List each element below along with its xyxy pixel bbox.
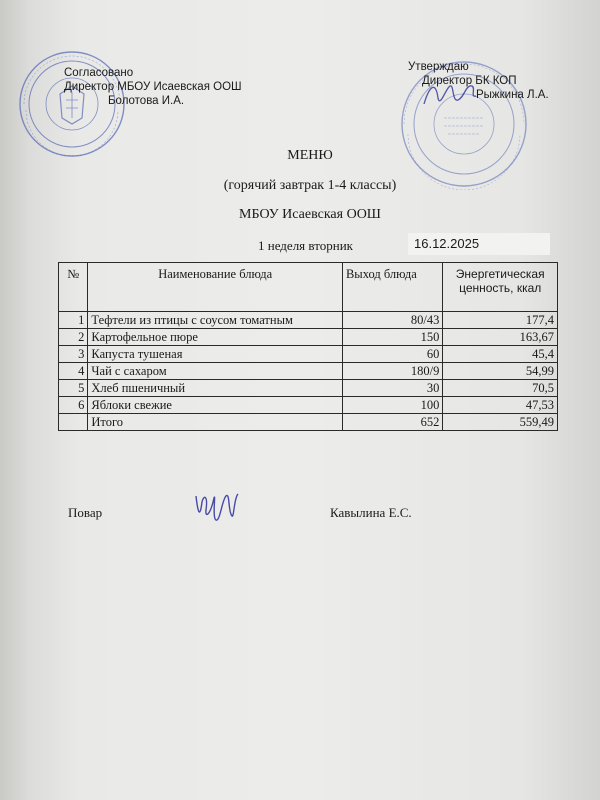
total-output: 652 xyxy=(342,414,442,431)
table-row xyxy=(59,329,558,346)
menu-date: 16.12.2025 xyxy=(408,233,550,255)
cook-label: Повар xyxy=(68,505,103,520)
dish-name: Чай с сахаром xyxy=(88,363,343,380)
cook-signature xyxy=(192,488,240,528)
table-row xyxy=(59,346,558,363)
dish-energy: 54,99 xyxy=(443,363,558,380)
dish-energy: 70,5 xyxy=(443,380,558,397)
col-energy-header: Энергетическая ценность, ккал xyxy=(443,263,558,312)
dish-output: 60 xyxy=(342,346,442,363)
table-row xyxy=(59,363,558,380)
row-number: 3 xyxy=(59,346,88,363)
approved-position: Директор БК КОП xyxy=(422,75,517,87)
dish-output: 80/43 xyxy=(342,312,442,329)
dish-energy: 45,4 xyxy=(443,346,558,363)
table-row xyxy=(59,397,558,414)
col-dish-header: Наименование блюда xyxy=(88,263,343,312)
col-output-header: Выход блюда xyxy=(342,263,442,312)
approved-label: Утверждаю xyxy=(408,61,469,73)
dish-name: Тефтели из птицы с соусом томатным xyxy=(88,312,343,329)
approved-block xyxy=(408,60,549,102)
row-number: 1 xyxy=(59,312,88,329)
agreed-label: Согласовано xyxy=(64,67,134,79)
dish-energy: 47,53 xyxy=(443,397,558,414)
table-total-row xyxy=(59,414,558,431)
menu-table xyxy=(58,262,558,431)
document-title: МЕНЮ xyxy=(287,148,333,163)
col-number-header: № xyxy=(59,263,88,312)
dish-output: 150 xyxy=(342,329,442,346)
dish-name: Яблоки свежие xyxy=(88,397,343,414)
agreed-block xyxy=(64,66,242,108)
agreed-position: Директор МБОУ Исаевская ООШ xyxy=(64,81,242,93)
table-row xyxy=(59,312,558,329)
approved-name: Рыжкина Л.А. xyxy=(476,89,549,101)
row-number: 2 xyxy=(59,329,88,346)
dish-energy: 163,67 xyxy=(443,329,558,346)
dish-name: Картофельное пюре xyxy=(88,329,343,346)
row-number: 4 xyxy=(59,363,88,380)
dish-output: 100 xyxy=(342,397,442,414)
document-subtitle: (горячий завтрак 1-4 классы) xyxy=(223,178,397,193)
dish-name: Хлеб пшеничный xyxy=(88,380,343,397)
row-number: 6 xyxy=(59,397,88,414)
school-name: МБОУ Исаевская ООШ xyxy=(239,207,381,222)
total-empty-cell xyxy=(59,414,88,431)
total-energy: 559,49 xyxy=(443,414,558,431)
dish-energy: 177,4 xyxy=(443,312,558,329)
week-day-label: 1 неделя вторник xyxy=(258,238,353,253)
cook-name: Кавылина Е.С. xyxy=(330,505,412,520)
total-label: Итого xyxy=(88,414,343,431)
row-number: 5 xyxy=(59,380,88,397)
dish-output: 180/9 xyxy=(342,363,442,380)
table-header-row xyxy=(59,263,558,312)
dish-name: Капуста тушеная xyxy=(88,346,343,363)
dish-output: 30 xyxy=(342,380,442,397)
agreed-name: Болотова И.А. xyxy=(108,95,185,107)
table-row xyxy=(59,380,558,397)
